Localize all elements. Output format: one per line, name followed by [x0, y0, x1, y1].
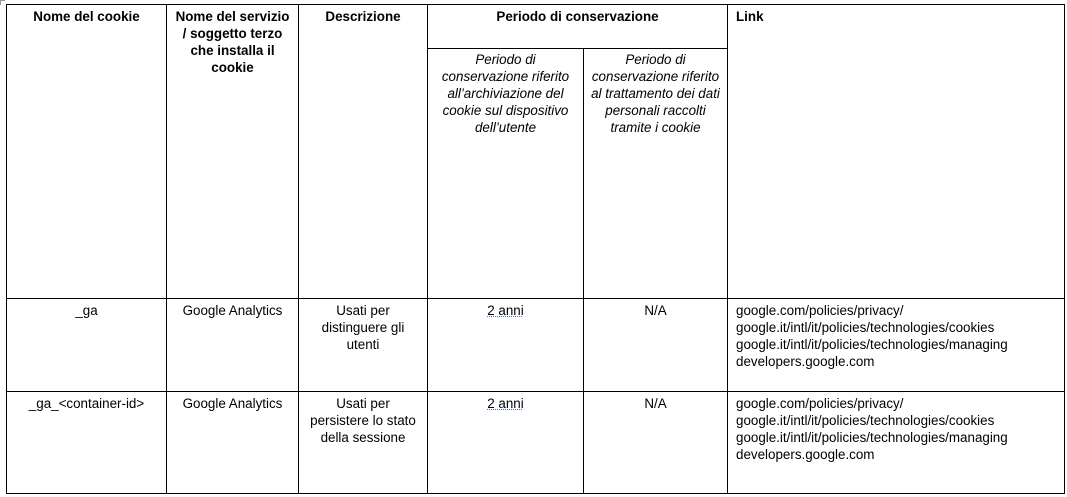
- retention-device-value: 2 anni: [487, 303, 524, 318]
- link-cookies[interactable]: google.it/intl/it/policies/technologies/cookies: [736, 413, 995, 428]
- header-description: Descrizione: [299, 5, 428, 299]
- cookie-name-cell: _ga: [7, 299, 167, 392]
- links-cell: [728, 392, 1065, 494]
- service-cell: Google Analytics: [167, 392, 299, 494]
- link-developers[interactable]: developers.google.com: [736, 447, 875, 462]
- cookie-name-cell: _ga_<container-id>: [7, 392, 167, 494]
- link-managing[interactable]: google.it/intl/it/policies/technologies/managing: [736, 430, 1008, 445]
- link-cookies[interactable]: google.it/intl/it/policies/technologies/cookies: [736, 320, 995, 335]
- retention-device-cell: [428, 392, 584, 494]
- link-developers[interactable]: developers.google.com: [736, 354, 875, 369]
- header-retention: Periodo di conservazione: [428, 5, 728, 49]
- link-managing[interactable]: google.it/intl/it/policies/technologies/managing: [736, 337, 1008, 352]
- links-cell: [728, 299, 1065, 392]
- link-privacy[interactable]: google.com/policies/privacy/: [736, 303, 904, 318]
- retention-processing-cell: N/A: [584, 299, 728, 392]
- table-row: [7, 299, 1065, 392]
- description-cell: Usati per distinguere gli utenti: [299, 299, 428, 392]
- cookie-table: [6, 4, 1065, 494]
- header-retention-device: Periodo di conservazione riferito all’archiviazione del cookie sul dispositivo dell’utente: [428, 49, 584, 299]
- table-row: [7, 392, 1065, 494]
- header-service-name: Nome del servizio / soggetto terzo che installa il cookie: [167, 5, 299, 299]
- service-cell: Google Analytics: [167, 299, 299, 392]
- header-retention-processing: Periodo di conservazione riferito al trattamento dei dati personali raccolti tramite i cookie: [584, 49, 728, 299]
- table-anchor-mark: [0, 0, 5, 5]
- link-privacy[interactable]: google.com/policies/privacy/: [736, 396, 904, 411]
- header-link: Link: [728, 5, 1065, 299]
- header-cookie-name: Nome del cookie: [7, 5, 167, 299]
- retention-processing-cell: N/A: [584, 392, 728, 494]
- description-cell: Usati per persistere lo stato della sessione: [299, 392, 428, 494]
- retention-device-cell: [428, 299, 584, 392]
- retention-device-value: 2 anni: [487, 396, 524, 411]
